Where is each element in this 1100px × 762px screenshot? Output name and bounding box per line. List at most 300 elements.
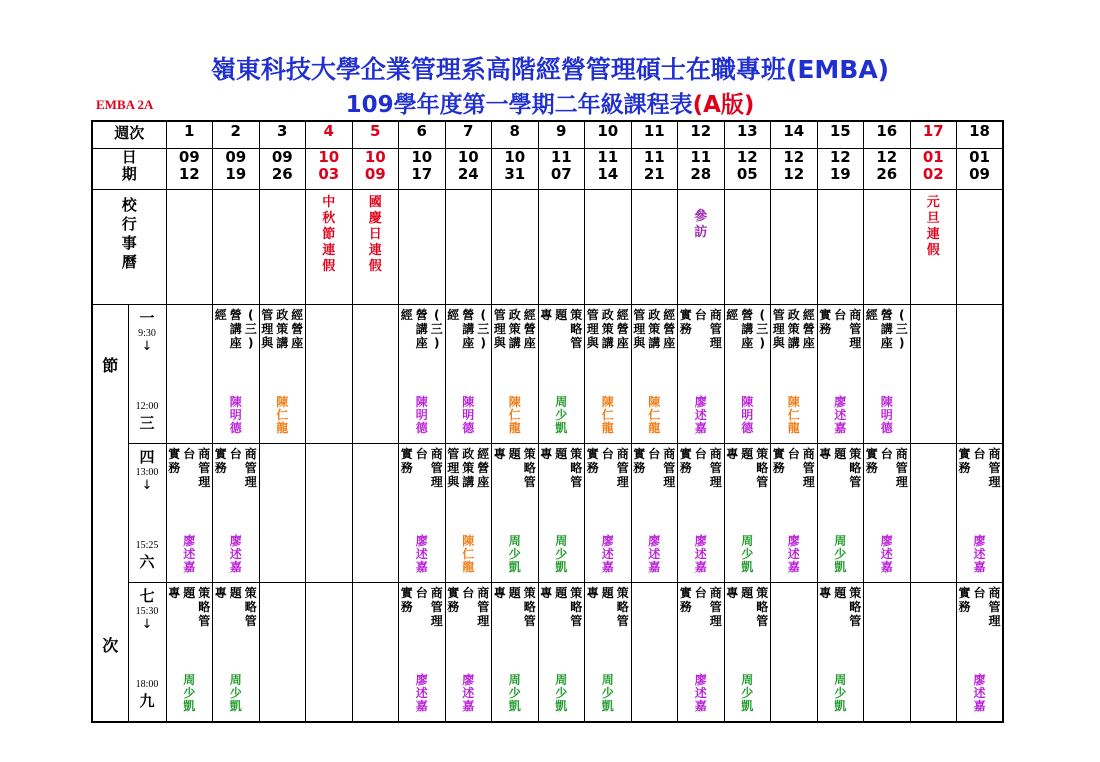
date-day: 26 (876, 165, 898, 183)
course-char: 專 (214, 586, 227, 600)
period-row (92, 583, 1003, 723)
course-block (771, 444, 817, 576)
teacher-char: 少 (601, 686, 614, 700)
teacher-name (834, 674, 846, 713)
week-number: 10 (585, 121, 632, 149)
course-name (679, 308, 723, 350)
course-char: 務 (400, 600, 413, 614)
course-char: 理 (772, 322, 785, 336)
course-char: 營 (415, 308, 428, 322)
date-day: 02 (922, 165, 944, 183)
course-char: 題 (834, 586, 847, 600)
course-char: 營 (523, 322, 536, 336)
course-char: 理 (430, 614, 443, 628)
course-char: 務 (214, 461, 227, 475)
course-block (585, 444, 631, 576)
course-char: 講 (648, 336, 661, 350)
course-char: 專 (493, 586, 506, 600)
course-name-column (508, 308, 522, 350)
teacher-name (416, 674, 428, 713)
course-char: ) (759, 336, 765, 350)
date-month: 12 (736, 148, 758, 166)
course-cell (538, 305, 585, 444)
course-char: 務 (586, 461, 599, 475)
course-char: 營 (741, 308, 754, 322)
course-name-column (647, 308, 661, 350)
course-char: 商 (616, 447, 629, 461)
week-number: 1 (166, 121, 213, 149)
course-char: 經 (865, 308, 878, 322)
course-block (678, 583, 724, 715)
course-char: 經 (447, 308, 460, 322)
course-char: ( (759, 308, 765, 322)
course-name-column (694, 308, 708, 350)
period-end-time: 18:00 (135, 679, 159, 690)
course-block (213, 583, 259, 715)
date-month: 10 (364, 148, 386, 166)
teacher-name (230, 396, 242, 435)
course-char: 營 (477, 461, 490, 475)
course-char: 台 (694, 308, 707, 322)
course-name (586, 308, 630, 350)
teacher-char: 陳 (648, 395, 661, 409)
course-name-column (725, 308, 739, 350)
course-name-column (400, 308, 414, 350)
date-month: 12 (876, 148, 898, 166)
teacher-name (462, 396, 474, 435)
course-name (214, 586, 258, 628)
course-name (586, 586, 630, 628)
course-char: 營 (663, 322, 676, 336)
teacher-char: 廖 (973, 673, 986, 687)
course-name-column (214, 308, 228, 350)
course-char: 管 (633, 308, 646, 322)
teacher-name (648, 396, 660, 435)
course-char: 管 (849, 614, 862, 628)
course-char: 略 (756, 600, 769, 614)
course-char: 經 (523, 308, 536, 322)
course-char: 營 (616, 322, 629, 336)
teacher-char: 仁 (787, 408, 800, 422)
events-label-text: 校行事曆 (121, 196, 137, 271)
teacher-char: 陳 (508, 395, 521, 409)
course-char: 理 (633, 322, 646, 336)
course-name (539, 308, 583, 350)
course-block (492, 583, 538, 715)
event-cell (957, 190, 1004, 305)
course-char: 專 (540, 447, 553, 461)
event-cell (399, 190, 446, 305)
teacher-char: 少 (555, 547, 568, 561)
course-char: 管 (430, 461, 443, 475)
course-char: 與 (586, 336, 599, 350)
date-row (92, 149, 1003, 190)
week-number: 11 (631, 121, 678, 149)
week-number: 6 (399, 121, 446, 149)
course-name-column (818, 586, 832, 628)
course-char: 策 (849, 586, 862, 600)
page-subtitle (90, 86, 1010, 119)
course-name-column (586, 586, 600, 628)
event-cell (585, 190, 632, 305)
teacher-name (230, 535, 242, 574)
teacher-char: 嘉 (415, 699, 428, 713)
teacher-char: 陳 (880, 395, 893, 409)
course-char: 題 (508, 447, 521, 461)
course-char: ) (248, 336, 254, 350)
period-cell (128, 305, 166, 444)
week-date (585, 149, 632, 190)
course-name-column (197, 447, 211, 489)
date-day: 05 (736, 165, 758, 183)
course-cell (166, 444, 213, 583)
course-char: 理 (988, 614, 1001, 628)
teacher-char: 嘉 (462, 699, 475, 713)
teacher-char: 嘉 (973, 699, 986, 713)
event-cell (445, 190, 492, 305)
course-char: 與 (772, 336, 785, 350)
course-char: 略 (570, 600, 583, 614)
teacher-char: 廖 (183, 534, 196, 548)
course-char: 題 (183, 586, 196, 600)
course-name-column (523, 447, 537, 489)
course-cell (724, 305, 771, 444)
course-name-column (709, 308, 723, 350)
course-name-column (632, 308, 646, 350)
course-char: 理 (709, 336, 722, 350)
section-label (92, 305, 128, 723)
course-name-column (973, 447, 987, 489)
course-char: 實 (679, 447, 692, 461)
course-name-column (244, 447, 258, 489)
teacher-char: 周 (508, 673, 521, 687)
course-char: ( (434, 308, 440, 322)
period-bottom (136, 540, 159, 572)
course-name-column (973, 586, 987, 628)
teacher-char: 少 (508, 547, 521, 561)
course-cell (817, 305, 864, 444)
course-name-column (988, 447, 1002, 489)
period-row (92, 305, 1003, 444)
teacher-name (183, 535, 195, 574)
course-name-column (679, 447, 693, 489)
course-name (167, 586, 211, 628)
course-char: 理 (198, 475, 211, 489)
teacher-char: 少 (508, 686, 521, 700)
course-char: 管 (988, 461, 1001, 475)
course-name-column (539, 447, 553, 489)
teacher-name (555, 674, 567, 713)
course-name (958, 586, 1002, 628)
course-char: 務 (819, 322, 832, 336)
course-name (818, 447, 862, 489)
teacher-char: 明 (741, 408, 754, 422)
teacher-char: 嘉 (834, 421, 847, 435)
course-block (864, 444, 910, 576)
course-block (539, 444, 585, 576)
course-char: 經 (616, 308, 629, 322)
course-char: 政 (508, 308, 521, 322)
teacher-char: 述 (462, 686, 475, 700)
course-cell (771, 444, 818, 583)
course-block (678, 305, 724, 437)
week-date (399, 149, 446, 190)
course-char: 台 (880, 447, 893, 461)
course-char: 台 (183, 447, 196, 461)
event-cell (817, 190, 864, 305)
course-char: 經 (291, 308, 304, 322)
course-char: 策 (276, 322, 289, 336)
course-char: 管 (570, 614, 583, 628)
course-char: 營 (291, 322, 304, 336)
teacher-char: 仁 (462, 547, 475, 561)
course-char: 商 (802, 447, 815, 461)
course-name (214, 308, 258, 350)
course-name-column (476, 447, 490, 489)
course-name-column (772, 308, 786, 350)
course-char: 題 (601, 586, 614, 600)
course-char: 略 (616, 600, 629, 614)
course-char: 管 (709, 600, 722, 614)
course-char: 商 (244, 447, 257, 461)
course-cell (213, 583, 260, 723)
teacher-char: 仁 (276, 408, 289, 422)
course-name (260, 308, 304, 350)
teacher-char: 少 (555, 686, 568, 700)
course-char: 策 (244, 586, 257, 600)
date-month: 11 (550, 148, 572, 166)
course-char: 座 (741, 336, 754, 350)
course-name-column (679, 308, 693, 350)
period-top (136, 446, 159, 493)
course-cell (538, 583, 585, 723)
course-name-column (461, 308, 475, 350)
course-char: ( (899, 308, 905, 322)
course-cell (306, 444, 353, 583)
course-cell (585, 305, 632, 444)
course-char: 管 (849, 322, 862, 336)
teacher-name (602, 396, 614, 435)
course-char: 略 (849, 461, 862, 475)
course-char: 講 (880, 322, 893, 336)
date-month: 10 (411, 148, 433, 166)
course-char: 營 (880, 308, 893, 322)
teacher-char: 廖 (229, 534, 242, 548)
teacher-char: 述 (648, 547, 661, 561)
course-char: 台 (973, 447, 986, 461)
course-char: 與 (493, 336, 506, 350)
course-char: 台 (462, 586, 475, 600)
course-char: 策 (787, 322, 800, 336)
course-name-column (647, 447, 661, 489)
teacher-char: 仁 (508, 408, 521, 422)
week-date (678, 149, 725, 190)
course-name-column (493, 447, 507, 489)
week-number: 7 (445, 121, 492, 149)
teacher-char: 周 (601, 673, 614, 687)
course-name-column (740, 308, 754, 350)
course-char: 策 (508, 322, 521, 336)
course-name-column (182, 447, 196, 489)
course-name-column (880, 447, 894, 489)
course-char: 講 (462, 322, 475, 336)
course-name-column (772, 447, 786, 489)
teacher-char: 廖 (415, 534, 428, 548)
course-char: 理 (709, 475, 722, 489)
course-char: 講 (276, 336, 289, 350)
course-char: 管 (756, 614, 769, 628)
week-number: 3 (259, 121, 306, 149)
course-name (446, 586, 490, 628)
course-name-column (802, 308, 816, 350)
course-name (958, 447, 1002, 489)
section-char-top: 節 (102, 356, 119, 375)
course-name-column (662, 447, 676, 489)
period-start-time: 13:00 (135, 467, 159, 478)
teacher-name (183, 674, 195, 713)
course-name-column (833, 447, 847, 489)
teacher-char: 陳 (462, 395, 475, 409)
teacher-char: 龍 (508, 421, 521, 435)
course-name-column (833, 308, 847, 350)
teacher-name (462, 674, 474, 713)
course-char: 略 (570, 322, 583, 336)
course-char: 題 (508, 586, 521, 600)
course-char: ) (899, 336, 905, 350)
course-cell (817, 444, 864, 583)
course-name (772, 447, 816, 489)
course-name (493, 586, 537, 628)
course-name-column (865, 447, 879, 489)
course-cell (445, 583, 492, 723)
date-month: 09 (178, 148, 200, 166)
teacher-name (695, 396, 707, 435)
course-cell (399, 305, 446, 444)
course-char: 實 (633, 447, 646, 461)
course-char: 實 (168, 447, 181, 461)
course-cell (910, 444, 957, 583)
course-char: 經 (726, 308, 739, 322)
course-cell (166, 583, 213, 723)
date-day: 26 (271, 165, 293, 183)
course-name-column (415, 586, 429, 628)
course-name-column (539, 586, 553, 628)
course-char: 管 (616, 614, 629, 628)
course-char: 講 (508, 336, 521, 350)
course-char: 座 (616, 336, 629, 350)
course-cell (538, 444, 585, 583)
teacher-char: 仁 (601, 408, 614, 422)
course-char: 政 (276, 308, 289, 322)
course-name-column (430, 447, 444, 489)
course-name-column (601, 308, 615, 350)
week-date (724, 149, 771, 190)
course-char: 實 (447, 586, 460, 600)
teacher-char: 陳 (741, 395, 754, 409)
course-char: 理 (261, 322, 274, 336)
course-name-column (755, 308, 769, 350)
week-number: 16 (864, 121, 911, 149)
course-name-column (260, 308, 274, 350)
teacher-char: 陳 (787, 395, 800, 409)
course-name (818, 308, 862, 350)
teacher-name (648, 535, 660, 574)
course-char: 管 (772, 308, 785, 322)
course-char: 專 (586, 586, 599, 600)
teacher-char: 廖 (648, 534, 661, 548)
teacher-char: 少 (555, 408, 568, 422)
course-char: 題 (834, 447, 847, 461)
course-char: 座 (415, 336, 428, 350)
course-name-column (662, 308, 676, 350)
event-cell (259, 190, 306, 305)
course-cell (957, 444, 1004, 583)
course-name-column (787, 447, 801, 489)
course-name-column (787, 308, 801, 350)
section-wrap (93, 305, 128, 719)
week-date (259, 149, 306, 190)
course-char: 與 (447, 475, 460, 489)
course-char: 管 (570, 336, 583, 350)
course-char: 管 (895, 461, 908, 475)
week-number: 5 (352, 121, 399, 149)
course-char: 管 (244, 614, 257, 628)
event-cell (306, 190, 353, 305)
course-char: 商 (849, 308, 862, 322)
course-name-column (182, 586, 196, 628)
course-char: 略 (849, 600, 862, 614)
period-bottom (136, 401, 159, 433)
course-char: 略 (523, 461, 536, 475)
course-cell (166, 305, 213, 444)
week-number: 9 (538, 121, 585, 149)
teacher-char: 凱 (555, 421, 568, 435)
course-char: 商 (198, 447, 211, 461)
course-char: 專 (540, 308, 553, 322)
course-char: 與 (261, 336, 274, 350)
teacher-char: 廖 (880, 534, 893, 548)
course-char: 理 (988, 475, 1001, 489)
course-name-column (755, 586, 769, 628)
teacher-char: 凱 (508, 560, 521, 574)
course-char: 理 (244, 475, 257, 489)
course-block (539, 583, 585, 715)
event-cell (213, 190, 260, 305)
week-date (957, 149, 1004, 190)
course-name-column (493, 586, 507, 628)
date-day: 19 (225, 165, 247, 183)
course-cell (492, 444, 539, 583)
teacher-char: 陳 (462, 534, 475, 548)
course-char: 管 (709, 322, 722, 336)
course-char: 策 (570, 308, 583, 322)
week-date (213, 149, 260, 190)
teacher-char: 廖 (601, 534, 614, 548)
course-char: 營 (802, 322, 815, 336)
course-char: 務 (958, 461, 971, 475)
course-char: 專 (726, 586, 739, 600)
course-block (399, 305, 445, 437)
events-label (92, 190, 166, 305)
week-number: 18 (957, 121, 1004, 149)
course-char: 策 (570, 586, 583, 600)
course-name-column (244, 308, 258, 350)
date-label-text: 日期 (121, 148, 137, 183)
course-char: 政 (601, 308, 614, 322)
date-month: 01 (969, 148, 990, 166)
course-block (399, 583, 445, 715)
course-char: 專 (726, 447, 739, 461)
